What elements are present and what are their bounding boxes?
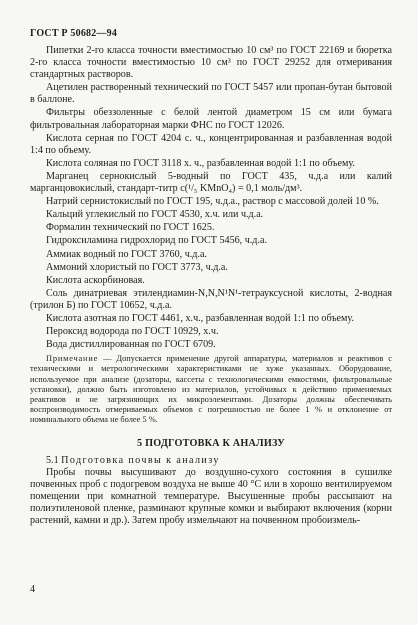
- note-text: — Допускается применение другой аппаратуры, материалов и реактивов с техническими и метрологическими характеристиками не хуже указанных. Оборудование, используемое при анализе (дозаторы, кассеты с технологическими емкостями, фильтровальные установки), должно быть изготовлено из материалов, устойчивых к действию применяемых реактивов и не загрязняющих их микроэлементами. Дозаторы должны обеспечивать воспроизводимость отмериваемых объемов с погрешностью не более 1 % и отклонение от номинального объема не более 5 %.: [30, 354, 392, 425]
- section-title: 5 ПОДГОТОВКА К АНАЛИЗУ: [137, 437, 285, 449]
- paragraph-hydroxylamine: Гидроксиламина гидрохлорид по ГОСТ 5456, ч.д.а.: [46, 235, 267, 247]
- paragraph-soil-drying: Пробы почвы высушивают до воздушно-сухого состояния в сушилке почвенных проб с подогревом воздуха не выше 40 °С или в хорошо вентилируемом помещении при комнатной температуре. Высушенные пробы рассыпают на полиэтиленовой пленке, разминают крупные комки и выбирают включения (корни растений, камни и др.). Затем пробу измельчают на почвенном пробоизмель-: [30, 466, 392, 527]
- paragraph-nitric-acid: Кислота азотная по ГОСТ 4461, х.ч., разбавленная водой 1:1 по объему.: [46, 312, 354, 324]
- paragraph-ammonia: Аммиак водный по ГОСТ 3760, ч.д.а.: [46, 248, 207, 260]
- page-number: 4: [30, 584, 35, 595]
- paragraph-hydrogen-peroxide: Пероксид водорода по ГОСТ 10929, х.ч.: [46, 326, 219, 338]
- paragraph-pipettes: Пипетки 2-го класса точности вместимостью 10 см³ по ГОСТ 22169 и бюретка 2-го класса точности вместимостью 10 см³ по ГОСТ 29252 для отмеривания стандартных растворов.: [30, 45, 392, 81]
- paragraph-calcium-carbonate: Кальций углекислый по ГОСТ 4530, х.ч. или ч.д.а.: [46, 209, 264, 221]
- paragraph-ascorbic-acid: Кислота аскорбиновая.: [46, 274, 145, 286]
- paragraph-formalin: Формалин технический по ГОСТ 1625.: [46, 222, 215, 234]
- note-paragraph: [30, 354, 392, 425]
- paragraph-distilled-water: Вода дистиллированная по ГОСТ 6709.: [46, 339, 216, 351]
- paragraph-sodium-sulfite: Натрий сернистокислый по ГОСТ 195, ч.д.а., раствор с массовой долей 10 %.: [46, 196, 379, 208]
- paragraph-ammonium-chloride: Аммоний хлористый по ГОСТ 3773, ч.д.а.: [46, 261, 228, 273]
- subsection-heading: [30, 455, 392, 467]
- paragraph-acetylene: Ацетилен растворенный технический по ГОСТ 5457 или пропан-бутан бытовой в баллоне.: [30, 82, 392, 106]
- paragraph-trilon-b: Соль динатриевая этилендиамин-N,N,N¹N¹-тетрауксусной кислоты, 2-водная (трилон Б) по ГОСТ 10652, ч.д.а.: [30, 287, 392, 311]
- document-body: [30, 45, 392, 528]
- subsection-title: Подготовка почвы к анализу: [61, 454, 220, 466]
- paragraph-manganese: Марганец сернокислый 5-водный по ГОСТ 435, ч.д.а или калий марганцовокислый, стандарт-титр с(¹/₅ KMnO₄) = 0,1 моль/дм³.: [30, 170, 392, 195]
- subsection-number: 5.1: [46, 454, 59, 466]
- paragraph-hydrochloric-acid: Кислота соляная по ГОСТ 3118 х. ч., разбавленная водой 1:1 по объему.: [46, 157, 355, 169]
- note-lead: Примечание: [46, 354, 99, 364]
- document-header: ГОСТ Р 50682—94: [30, 28, 118, 39]
- paragraph-sulfuric-acid: Кислота серная по ГОСТ 4204 с. ч., концентрированная и разбавленная водой 1:4 по объему.: [30, 132, 392, 156]
- paragraph-filters: Фильтры обеззоленные с белой лентой диаметром 15 см или бумага фильтровальная лабораторная марки ФНС по ГОСТ 12026.: [30, 107, 392, 131]
